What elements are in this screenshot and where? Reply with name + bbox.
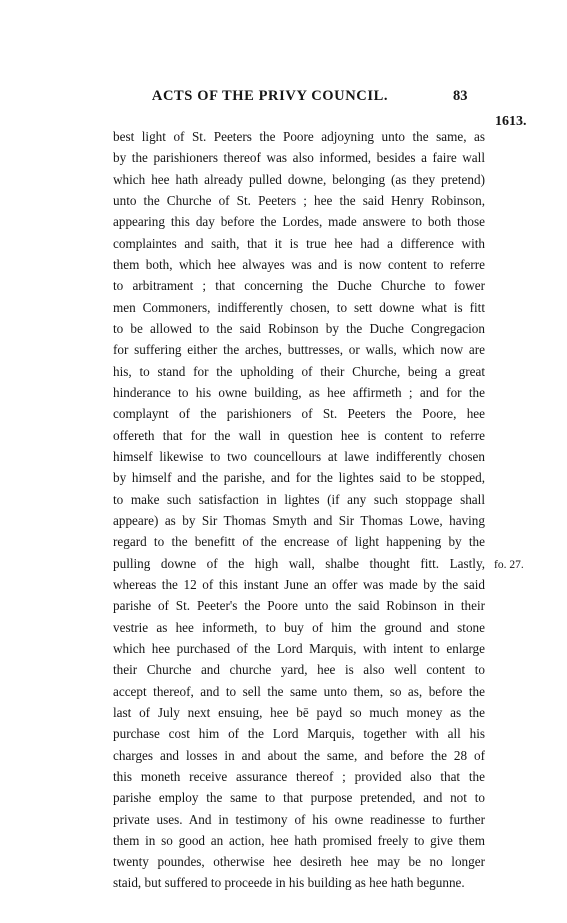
text-line: private uses. And in testimony of his owne readinesse to further: [113, 811, 485, 827]
text-line: to make such satisfaction in lightes (if any such stoppage shall: [113, 491, 485, 507]
text-line: this moneth receive assurance thereof ; provided also that the: [113, 768, 485, 784]
text-line: offereth that for the wall in question hee is content to referre: [113, 427, 485, 443]
text-line: for suffering either the arches, buttresses, or walls, which now are: [113, 342, 485, 358]
text-line: by himself and the parishe, and for the lightes said to be stopped,: [113, 470, 485, 486]
body-text: [113, 126, 485, 894]
text-line: complaintes and saith, that it is true hee had a difference with: [113, 235, 485, 251]
page-number: 83: [453, 88, 468, 104]
text-line: parishe of St. Peeter's the Poore unto the said Robinson in their: [113, 598, 485, 614]
text-line: accept thereof, and to sell the same unto them, so as, before the: [113, 683, 485, 699]
text-line: to be allowed to the said Robinson by the Duche Congregacion: [113, 320, 485, 336]
text-line: twenty poundes, otherwise hee desireth hee may be no longer: [113, 854, 485, 870]
text-line: parishe employ the same to that purpose pretended, and not to: [113, 790, 485, 806]
text-line: men Commoners, indifferently chosen, to sett downe what is fitt: [113, 299, 485, 315]
text-line: himself likewise to two councellours at lawe indifferently chosen: [113, 448, 485, 464]
text-line: pulling downe of the high wall, shalbe thought fitt. Lastly,: [113, 555, 485, 571]
text-line: staid, but suffered to proceede in his building as hee hath begunne.: [113, 875, 465, 891]
text-line: hinderance to his owne building, as hee affirmeth ; and for the: [113, 384, 485, 400]
text-line: them in so good an action, hee hath promised freely to give them: [113, 832, 485, 848]
text-line: his, to stand for the upholding of their Churche, being a great: [113, 363, 485, 379]
text-line: them both, which hee alwayes was and is now content to referre: [113, 256, 485, 272]
text-line: by the parishioners thereof was also informed, besides a faire wall: [113, 150, 485, 166]
text-line: whereas the 12 of this instant June an offer was made by the said: [113, 576, 485, 592]
text-line: appeare) as by Sir Thomas Smyth and Sir Thomas Lowe, having: [113, 512, 485, 528]
text-line: charges and losses in and about the same, and before the 28 of: [113, 747, 485, 763]
text-line: appearing this day before the Lordes, made answere to both those: [113, 214, 485, 230]
margin-folio-note: fo. 27.: [494, 559, 524, 571]
text-line: to arbitrament ; that concerning the Duche Churche to fower: [113, 278, 485, 294]
text-line: complaynt of the parishioners of St. Peeters the Poore, hee: [113, 406, 485, 422]
text-line: last of July next ensuing, hee bē payd so much money as the: [113, 704, 485, 720]
text-line: regard to the benefitt of the encrease of light happening by the: [113, 534, 485, 550]
running-head-title: ACTS OF THE PRIVY COUNCIL.: [151, 88, 389, 104]
text-line: which hee purchased of the Lord Marquis, with intent to enlarge: [113, 640, 485, 656]
text-line: vestrie as hee informeth, to buy of him the ground and stone: [113, 619, 485, 635]
text-line: best light of St. Peeters the Poore adjoyning unto the same, as: [113, 129, 485, 144]
text-line: which hee hath already pulled downe, belonging (as they pretend): [113, 171, 485, 187]
text-line: their Churche and churche yard, hee is also well content to: [113, 662, 485, 678]
text-line: purchase cost him of the Lord Marquis, together with all his: [113, 726, 485, 742]
margin-year: 1613.: [495, 114, 527, 129]
text-line: unto the Churche of St. Peeters ; hee the said Henry Robinson,: [113, 192, 485, 208]
